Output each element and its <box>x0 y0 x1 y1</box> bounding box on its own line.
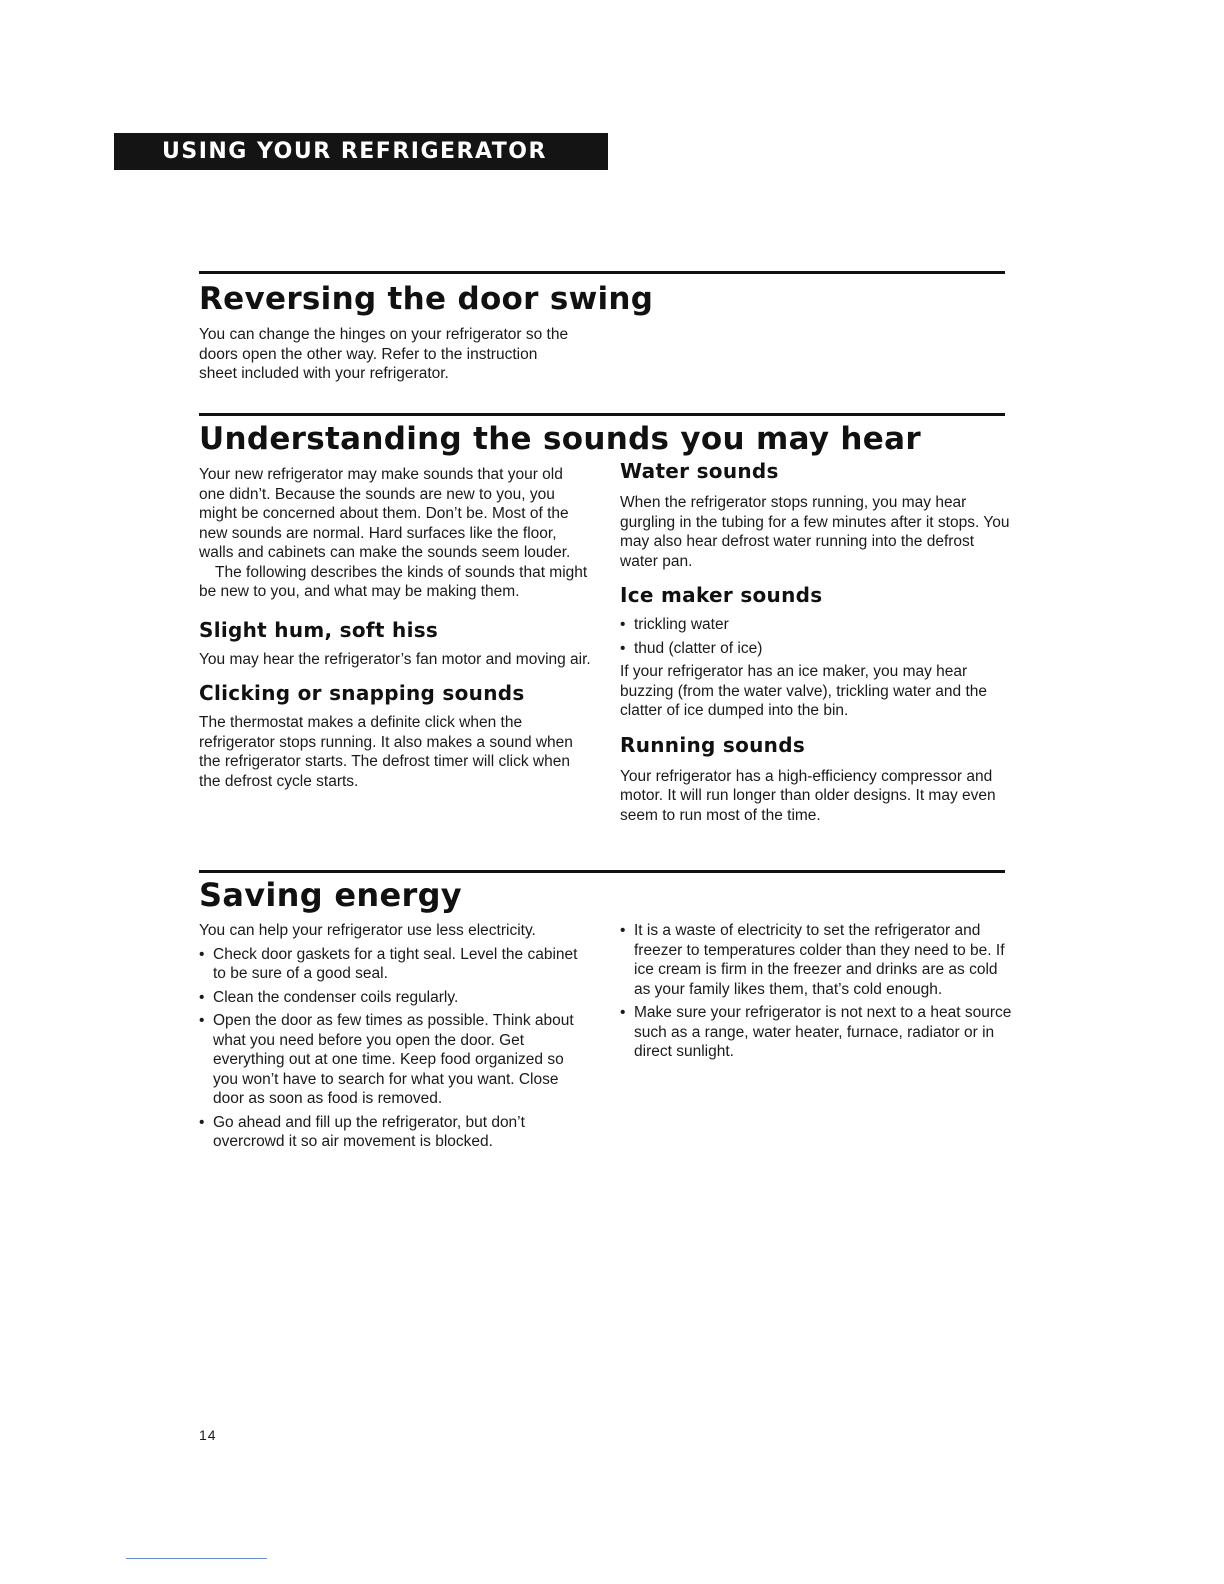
running-body: Your refrigerator has a high-efficiency compressor and motor. It will run longer than older designs. It may even seem to run most of the time. <box>620 767 996 824</box>
icemaker-list <box>620 615 1010 658</box>
energy-intro: You can help your refrigerator use less electricity. <box>199 922 536 939</box>
energy-right-list <box>620 921 1012 1062</box>
hum-body: You may hear the refrigerator’s fan motor and moving air. <box>199 650 591 668</box>
sounds-title: Understanding the sounds you may hear <box>199 421 921 457</box>
bullet-icon: • <box>620 922 626 939</box>
bullet-icon: • <box>199 1012 205 1029</box>
running-heading: Running sounds <box>620 732 806 757</box>
footer-line <box>126 1558 267 1559</box>
list-item: • Open the door as few times as possible. Think about what you need before you open the door. Get everything out at one time. Keep food organized so you won’t have to search for what you want. Close door as soon as food is removed. <box>199 1012 574 1107</box>
sounds-intro-1: Your new refrigerator may make sounds that your old one didn’t. Because the sounds are new to you, you might be concerned about them. Don’t be. Most of the new sounds are normal. Hard surfaces like the floor, walls and cabinets can make the sounds seem louder. <box>199 466 571 561</box>
bullet-icon: • <box>620 1004 626 1021</box>
energy-left-list <box>199 945 591 1152</box>
hum-heading: Slight hum, soft hiss <box>199 617 439 642</box>
list-item: • Check door gaskets for a tight seal. Level the cabinet to be sure of a good seal. <box>199 945 578 982</box>
bullet-icon: • <box>199 945 205 963</box>
section-banner: USING YOUR REFRIGERATOR <box>114 133 608 170</box>
bullet-icon: • <box>199 1113 205 1131</box>
energy-left-column <box>199 921 591 1156</box>
reversing-body: You can change the hinges on your refrigerator so the doors open the other way. Refer to the instruction sheet included with your refrigerator. <box>199 326 569 382</box>
section-divider <box>199 271 1005 274</box>
water-body: When the refrigerator stops running, you may hear gurgling in the tubing for a few minutes after it stops. You may also hear defrost water running into the defrost water pan. <box>620 494 1010 570</box>
bullet-icon: • <box>620 616 626 633</box>
icemaker-heading: Ice maker sounds <box>620 583 823 607</box>
reversing-body-block <box>199 325 579 384</box>
clicking-body: The thermostat makes a definite click when the refrigerator stops running. It also makes a sound when the refrigerator starts. The defrost timer will click when the defrost cycle starts. <box>199 714 573 790</box>
list-item: • thud (clatter of ice) <box>620 639 763 657</box>
section-divider <box>199 413 1005 416</box>
section-divider <box>199 870 1005 873</box>
bullet-icon: • <box>620 639 626 657</box>
clicking-heading: Clicking or snapping sounds <box>199 681 525 705</box>
list-item: • Go ahead and fill up the refrigerator, but don’t overcrowd it so air movement is blocked. <box>199 1113 525 1150</box>
reversing-title: Reversing the door swing <box>199 281 654 317</box>
energy-title: Saving energy <box>199 876 462 914</box>
list-item: • Clean the condenser coils regularly. <box>199 988 459 1006</box>
water-heading: Water sounds <box>620 459 779 483</box>
bullet-icon: • <box>199 988 205 1006</box>
page-number: 14 <box>199 1427 217 1443</box>
list-item: • Make sure your refrigerator is not next to a heat source such as a range, water heater, furnace, radiator or in direct sunlight. <box>620 1004 1012 1060</box>
sounds-left-column <box>199 465 591 791</box>
list-item: • It is a waste of electricity to set the refrigerator and freezer to temperatures colder than they need to be. If ice cream is firm in the freezer and drinks are as cold as your family likes them, that’s cold enough. <box>620 922 1005 998</box>
sounds-intro-2: The following describes the kinds of sounds that might be new to you, and what may be making them. <box>199 563 588 600</box>
icemaker-body: If your refrigerator has an ice maker, you may hear buzzing (from the water valve), trickling water and the clatter of ice dumped into the bin. <box>620 663 987 719</box>
energy-right-column <box>620 921 1012 1066</box>
list-item: • trickling water <box>620 616 729 633</box>
sounds-right-column <box>620 459 1010 825</box>
